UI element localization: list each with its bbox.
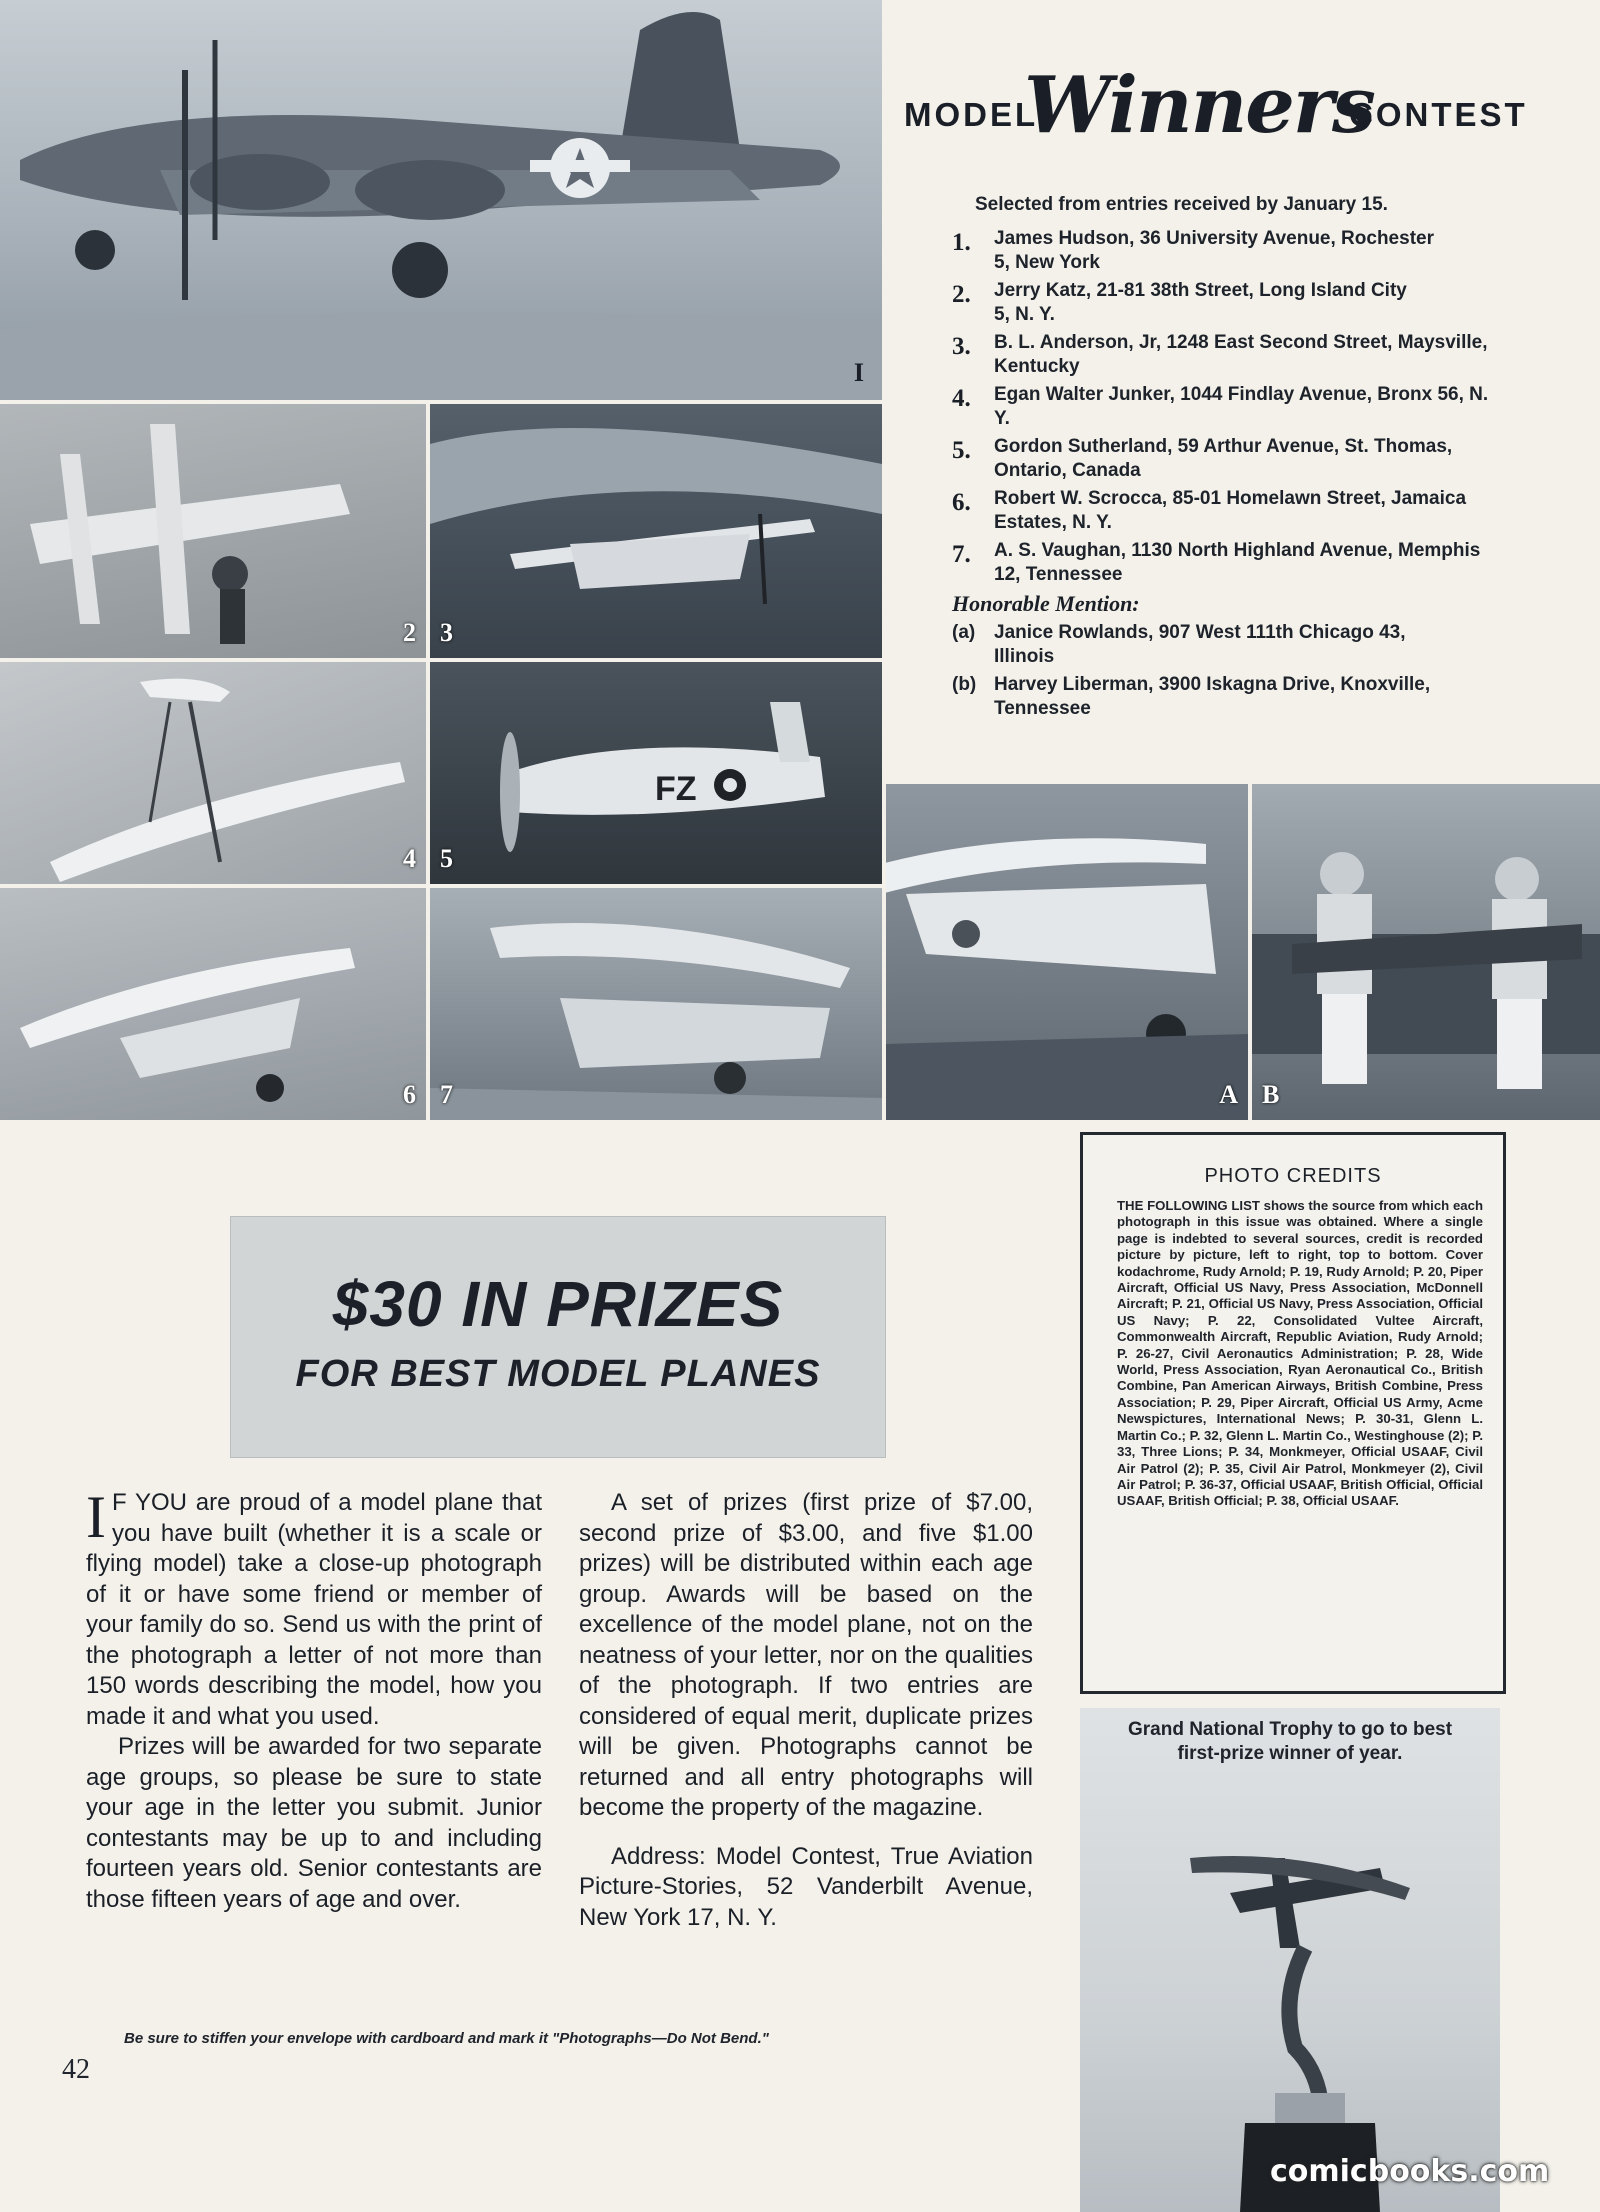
honorable-b-name-address: Harvey Liberman, 3900 Iskagna Drive, Knoxville, Tennessee bbox=[994, 674, 1431, 719]
photo-7-cabin-model bbox=[430, 888, 882, 1120]
photo-5-fuselage-marking: FZ bbox=[655, 770, 697, 808]
winner-7-name-address: A. S. Vaughan, 1130 North Highland Avenue, Memphis 12, Tennessee bbox=[994, 540, 1481, 585]
body-column-1 bbox=[86, 1484, 542, 1915]
photo-4-illustration bbox=[0, 662, 426, 884]
trophy-illustration bbox=[1080, 1708, 1500, 2212]
prize-headline-box bbox=[230, 1216, 886, 1458]
col2-paragraph-2: Address: Model Contest, True Aviation Picture-Stories, 52 Vanderbilt Avenue, New York 17, N. Y. bbox=[579, 1842, 1033, 1931]
photo-a-monoplane-model bbox=[886, 784, 1248, 1120]
col1-paragraph-1 bbox=[86, 1484, 542, 1732]
prize-title: $30 IN PRIZES bbox=[332, 1268, 784, 1340]
winner-1 bbox=[952, 227, 1492, 275]
col1-paragraph-1-text: F YOU are proud of a model plane that you have built (whether it is a scale or flying model) take a close-up photograph of it or have some friend or member of your family do so. Send us with the print of the photograph a letter of not more than 150 words describing the model, how you made it and what you used. bbox=[86, 1489, 542, 1730]
body-column-2 bbox=[579, 1488, 1033, 1933]
winner-5-name-address: Gordon Sutherland, 59 Arthur Avenue, St. Thomas, Ontario, Canada bbox=[994, 436, 1453, 481]
honorable-a-marker: (a) bbox=[952, 622, 976, 643]
photo-3-label: 3 bbox=[440, 618, 453, 647]
photo-2-label: 2 bbox=[403, 618, 416, 647]
photo-b-label: B bbox=[1262, 1080, 1280, 1109]
photo-5-illustration bbox=[430, 662, 882, 884]
photo-7-illustration bbox=[430, 888, 882, 1120]
photo-1-bomber-model bbox=[0, 0, 882, 400]
selected-note: Selected from entries received by January 15. bbox=[975, 194, 1388, 215]
photo-3-cabin-monoplane bbox=[430, 404, 882, 658]
honorable-a-name-address: Janice Rowlands, 907 West 111th Chicago 43, Illinois bbox=[994, 622, 1406, 667]
photo-2-twin-boom-model bbox=[0, 404, 426, 658]
winner-6-rank: 6. bbox=[952, 489, 971, 516]
trophy-caption: Grand National Trophy to go to best first-prize winner of year. bbox=[1127, 1719, 1453, 1764]
winner-7-rank: 7. bbox=[952, 541, 971, 568]
winner-7 bbox=[952, 539, 1492, 587]
winner-3 bbox=[952, 331, 1492, 379]
winners-list bbox=[952, 227, 1492, 725]
winner-4-name-address: Egan Walter Junker, 1044 Findlay Avenue, Bronx 56, N. Y. bbox=[994, 384, 1489, 429]
photo-a-label: A bbox=[1219, 1080, 1238, 1109]
envelope-footnote: Be sure to stiffen your envelope with cardboard and mark it "Photographs—Do Not Bend." bbox=[124, 2030, 769, 2047]
honorable-mention-label: Honorable Mention: bbox=[952, 591, 1140, 616]
winner-1-name-address: James Hudson, 36 University Avenue, Rochester 5, New York bbox=[994, 228, 1434, 273]
winner-2 bbox=[952, 279, 1492, 327]
contest-header bbox=[904, 60, 1528, 170]
photo-3-illustration bbox=[430, 404, 882, 658]
photo-6-high-wing-model bbox=[0, 888, 426, 1120]
winner-6-name-address: Robert W. Scrocca, 85-01 Homelawn Street, Jamaica Estates, N. Y. bbox=[994, 488, 1467, 533]
photo-7-label: 7 bbox=[440, 1080, 453, 1109]
winner-5 bbox=[952, 435, 1492, 483]
contest-header-model: MODEL bbox=[904, 96, 1039, 133]
photo-1-label: I bbox=[853, 358, 864, 387]
winner-4 bbox=[952, 383, 1492, 431]
trophy-panel bbox=[1080, 1708, 1550, 2212]
winner-3-name-address: B. L. Anderson, Jr, 1248 East Second Street, Maysville, Kentucky bbox=[994, 332, 1488, 377]
photo-6-illustration bbox=[0, 888, 426, 1120]
dropcap: I bbox=[86, 1484, 106, 1550]
winner-1-rank: 1. bbox=[952, 229, 971, 256]
photo-6-label: 6 bbox=[403, 1080, 416, 1109]
honorable-b bbox=[952, 673, 1492, 721]
photo-2-illustration bbox=[0, 404, 426, 658]
winner-2-name-address: Jerry Katz, 21-81 38th Street, Long Island City 5, N. Y. bbox=[994, 280, 1407, 325]
page-number: 42 bbox=[62, 2054, 90, 2085]
winner-2-rank: 2. bbox=[952, 281, 971, 308]
winner-3-rank: 3. bbox=[952, 333, 971, 360]
photo-4-label: 4 bbox=[403, 844, 416, 873]
photo-5-label: 5 bbox=[440, 844, 453, 873]
photo-4-glider-frame bbox=[0, 662, 426, 884]
honorable-a bbox=[952, 621, 1492, 669]
col2-paragraph-1: A set of prizes (first prize of $7.00, second prize of $3.00, and five $1.00 prizes) will be distributed within each age group. Awards will be based on the excellence of the model plane, not on the neatness of your letter, nor on the qualities of the photograph. If two entries are considered of equal merit, duplicate prizes will be given. Photographs cannot be returned and all entry photographs will become the property of the magazine. bbox=[579, 1489, 1033, 1821]
photo-credits-box bbox=[1080, 1132, 1506, 1694]
photo-credits-text: THE FOLLOWING LIST shows the source from which each photograph in this issue was obtained. Where a single page is indebted to several sources, credit is recorded picture by picture, left to right, top to bottom. Cover kodachrome, Rudy Arnold; P. 19, Rudy Arnold; P. 20, Piper Aircraft, Official US Navy, Press Association, McDonnell Aircraft; P. 21, Official US Navy, Press Association, Official US Navy; P. 22, Consolidated Vultee Aircraft, Commonwealth Aircraft, Republic Aviation, Rudy Arnold; P. 26-27, Civil Aeronautics Administration; P. 28, Wide World, Press Association, Ryan Aeronautical Co., British Combine, Pan American Airways, British Combine, Press Association; P. 29, Piper Aircraft, Official US Army, Acme Newspictures, International News; P. 30-31, Glenn L. Martin Co.; P. 32, Glenn L. Martin Co., Westinghouse (2); P. 33, Three Lions; P. 34, Monkmeyer, Official USAAF, Civil Air Patrol (2); P. 35, Civil Air Patrol, Monkmeyer (2), Civil Air Patrol; P. 36-37, Official USAAF, British Official, Official USAAF, British Official; P. 38, Official USAAF. bbox=[1117, 1198, 1483, 1509]
photo-5-fighter-model bbox=[430, 662, 882, 884]
contest-header-winners: Winners bbox=[1024, 60, 1374, 151]
winner-4-rank: 4. bbox=[952, 385, 971, 412]
photo-b-illustration bbox=[1252, 784, 1600, 1120]
honorable-b-marker: (b) bbox=[952, 674, 977, 695]
prize-subtitle: FOR BEST MODEL PLANES bbox=[295, 1353, 821, 1395]
contest-header-contest: CONTEST bbox=[1349, 96, 1528, 133]
winner-5-rank: 5. bbox=[952, 437, 971, 464]
photo-b-boys-with-model bbox=[1252, 784, 1600, 1120]
winner-6 bbox=[952, 487, 1492, 535]
watermark-logo: comicbooks.com bbox=[1270, 2154, 1550, 2189]
photo-credits-title: PHOTO CREDITS bbox=[1204, 1165, 1382, 1187]
col1-paragraph-2: Prizes will be awarded for two separate age groups, so please be sure to state your age in the letter you submit. Junior contestants may be up to and including fourteen years old. Senior contestants are those fifteen years of age and over. bbox=[86, 1733, 542, 1913]
photo-a-illustration bbox=[886, 784, 1248, 1120]
bomber-illustration bbox=[0, 0, 882, 400]
